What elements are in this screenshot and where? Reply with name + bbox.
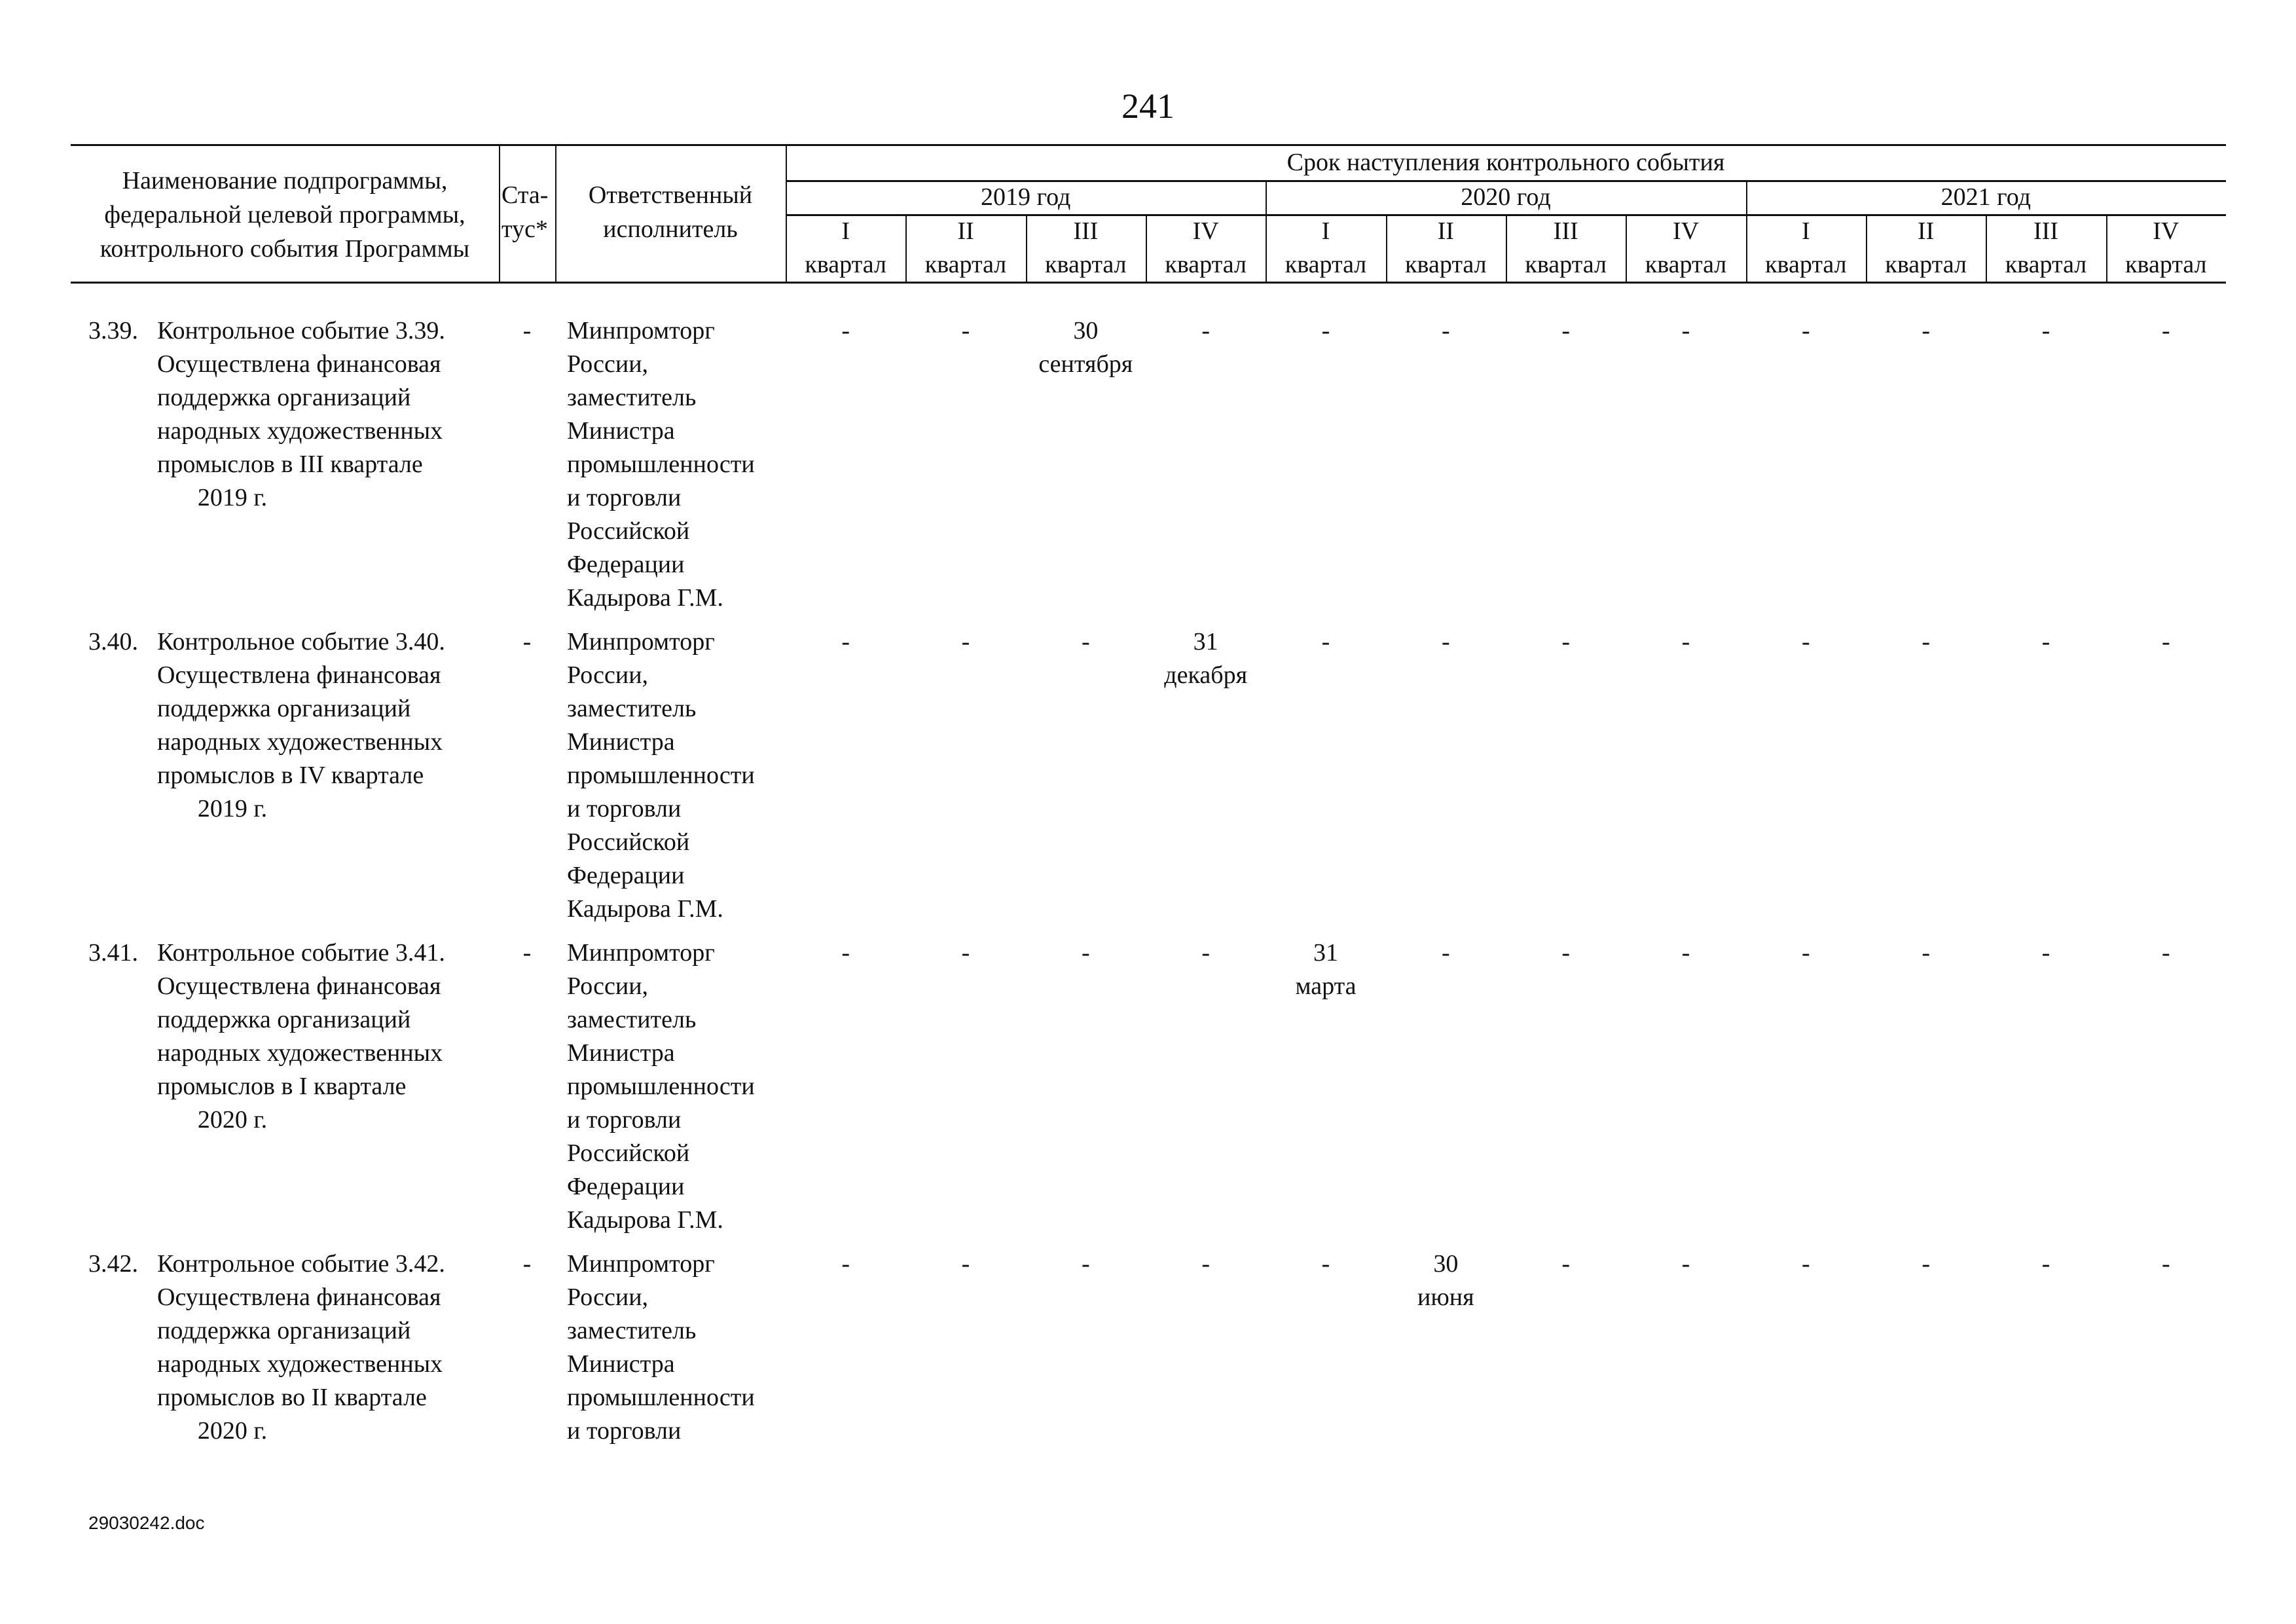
event-name <box>157 314 504 515</box>
quarter-deadline: - <box>841 939 850 967</box>
quarter-deadline: - <box>1922 628 1930 655</box>
quarter-deadline: - <box>1681 628 1690 655</box>
event-executor-line: Министра <box>567 417 675 445</box>
header-quarter-numeral: III <box>1073 217 1099 245</box>
event-executor-line: и торговли <box>567 484 682 511</box>
header-year: 2021 год <box>1941 183 2032 211</box>
quarter-deadline: - <box>2041 939 2050 967</box>
quarter-deadline: - <box>1561 317 1570 344</box>
quarter-deadline: - <box>2161 939 2170 967</box>
quarter-deadline: - <box>1081 939 1090 967</box>
event-name-line: 2019 г. <box>197 795 268 822</box>
header-quarter-numeral: III <box>2033 217 2058 245</box>
page-number: 241 <box>1121 86 1175 126</box>
quarter-deadline: - <box>1801 939 1810 967</box>
quarter-deadline: - <box>2161 628 2170 655</box>
quarter-deadline: - <box>1201 317 1210 344</box>
event-name-line: промыслов во II квартале <box>157 1384 427 1411</box>
event-status: - <box>522 1250 532 1278</box>
event-name-line: поддержка организаций <box>157 695 411 722</box>
quarter-deadline: - <box>961 628 970 655</box>
quarter-deadline: - <box>1081 1250 1090 1278</box>
event-name-line: промыслов в IV квартале <box>157 762 424 789</box>
header-quarter-word: квартал <box>2125 251 2207 278</box>
header-status-column <box>501 178 554 246</box>
quarter-deadline: - <box>1201 1250 1210 1278</box>
header-quarter-word: квартал <box>924 251 1007 278</box>
event-executor-line: Минпромторг <box>567 1250 715 1278</box>
event-executor <box>567 625 776 926</box>
quarter-deadline: - <box>1922 317 1930 344</box>
event-executor-line: России, <box>567 350 649 378</box>
header-name-line: федеральной целевой программы, <box>104 201 465 229</box>
header-status-line: тус* <box>501 215 548 243</box>
event-name-line: 2020 г. <box>197 1106 268 1134</box>
quarter-deadline: - <box>1922 939 1930 967</box>
quarter-deadline: - <box>1441 628 1450 655</box>
header-quarter-numeral: II <box>1437 217 1454 245</box>
event-name-line: промыслов в I квартале <box>157 1073 407 1100</box>
header-quarter-word: квартал <box>1405 251 1487 278</box>
event-executor-line: Кадырова Г.М. <box>567 584 723 612</box>
quarter-deadline: - <box>961 1250 970 1278</box>
event-name-line: поддержка организаций <box>157 1317 411 1344</box>
quarter-deadline: - <box>1561 939 1570 967</box>
event-executor-line: и торговли <box>567 795 682 822</box>
quarter-deadline: - <box>1801 628 1810 655</box>
quarter-deadline: - <box>1441 317 1450 344</box>
quarter-deadline: - <box>1801 1250 1810 1278</box>
col-divider-status <box>499 144 500 282</box>
quarter-deadline: 31 марта <box>1295 939 1357 1000</box>
event-name-line: 2019 г. <box>197 484 268 511</box>
event-name-line: 2020 г. <box>197 1417 268 1445</box>
quarter-deadline: - <box>841 1250 850 1278</box>
event-executor-line: и торговли <box>567 1106 682 1134</box>
event-executor-line: России, <box>567 1283 649 1311</box>
header-executor-line: Ответственный <box>588 181 753 209</box>
event-executor-line: промышленности <box>567 762 755 789</box>
event-executor-line: России, <box>567 661 649 689</box>
event-number: 3.41. <box>88 939 138 967</box>
header-quarter-numeral: IV <box>1672 217 1700 245</box>
event-executor-line: заместитель <box>567 695 697 722</box>
event-name-line: промыслов в III квартале <box>157 451 423 478</box>
quarter-deadline: - <box>961 939 970 967</box>
header-status-line: Ста- <box>501 181 549 209</box>
event-executor-line: Кадырова Г.М. <box>567 1206 723 1234</box>
quarter-deadline: - <box>2041 1250 2050 1278</box>
header-quarter-numeral: I <box>841 217 850 245</box>
header-executor-column <box>555 178 786 246</box>
header-year: 2020 год <box>1461 183 1551 211</box>
header-quarter-word: квартал <box>805 251 886 278</box>
event-executor-line: Федерации <box>567 1173 685 1200</box>
header-quarter-numeral: II <box>957 217 974 245</box>
event-executor-line: Минпромторг <box>567 939 715 967</box>
header-quarter-word: квартал <box>1165 251 1247 278</box>
quarter-deadline: - <box>841 317 850 344</box>
event-executor-line: промышленности <box>567 1384 755 1411</box>
header-name-line: Наименование подпрограммы, <box>122 167 448 194</box>
header-year: 2019 год <box>980 183 1071 211</box>
quarter-deadline: - <box>1681 939 1690 967</box>
quarter-deadline: - <box>2041 628 2050 655</box>
quarter-deadline: - <box>1201 939 1210 967</box>
header-quarter-word: квартал <box>1525 251 1607 278</box>
header-executor-line: исполнитель <box>603 215 738 243</box>
event-executor-line: Министра <box>567 1039 675 1067</box>
event-name-line: Контрольное событие 3.39. <box>157 317 445 344</box>
event-executor-line: Министра <box>567 728 675 756</box>
quarter-deadline: 31 декабря <box>1164 628 1248 689</box>
event-executor <box>567 1247 776 1448</box>
quarter-deadline: - <box>1801 317 1810 344</box>
header-quarter-numeral: IV <box>2153 217 2179 245</box>
event-executor-line: заместитель <box>567 1317 697 1344</box>
event-name <box>157 1247 504 1448</box>
quarter-deadline: - <box>1681 1250 1690 1278</box>
event-executor-line: заместитель <box>567 1006 697 1033</box>
quarter-deadline: - <box>1561 628 1570 655</box>
event-executor-line: Минпромторг <box>567 317 715 344</box>
quarter-deadline: - <box>2161 317 2170 344</box>
header-bottom-rule <box>71 282 2226 284</box>
event-status: - <box>522 317 532 344</box>
event-number: 3.39. <box>88 317 138 344</box>
event-name-line: Осуществлена финансовая <box>157 350 441 378</box>
quarter-deadline: 30 июня <box>1417 1250 1474 1311</box>
event-executor-line: Российской <box>567 1139 690 1167</box>
quarter-deadline: - <box>2041 317 2050 344</box>
quarter-deadline: 30 сентября <box>1038 317 1133 378</box>
quarter-deadline: - <box>2161 1250 2170 1278</box>
event-name-line: поддержка организаций <box>157 384 411 411</box>
event-name-line: Осуществлена финансовая <box>157 1283 441 1311</box>
quarter-deadline: - <box>961 317 970 344</box>
event-executor-line: Министра <box>567 1350 675 1378</box>
event-name-line: народных художественных <box>157 728 443 756</box>
event-name-line: Контрольное событие 3.40. <box>157 628 445 655</box>
quarter-deadline: - <box>1321 317 1330 344</box>
header-quarter-numeral: I <box>1801 217 1810 245</box>
header-quarter-word: квартал <box>1645 251 1727 278</box>
event-number: 3.42. <box>88 1250 138 1278</box>
quarter-deadline: - <box>841 628 850 655</box>
header-deadline-title: Срок наступления контрольного события <box>1286 149 1725 176</box>
event-executor-line: Кадырова Г.М. <box>567 895 723 923</box>
event-name-line: народных художественных <box>157 1350 443 1378</box>
header-name-column <box>71 164 499 266</box>
event-executor-line: Минпромторг <box>567 628 715 655</box>
event-name-line: Контрольное событие 3.41. <box>157 939 445 967</box>
event-name-line: Контрольное событие 3.42. <box>157 1250 445 1278</box>
event-executor-line: Федерации <box>567 862 685 889</box>
header-quarter-word: квартал <box>1285 251 1367 278</box>
event-executor-line: Федерации <box>567 551 685 578</box>
event-executor-line: заместитель <box>567 384 697 411</box>
header-quarter-numeral: I <box>1321 217 1330 245</box>
event-name-line: поддержка организаций <box>157 1006 411 1033</box>
quarter-deadline: - <box>1561 1250 1570 1278</box>
event-name-line: Осуществлена финансовая <box>157 972 441 1000</box>
event-executor-line: России, <box>567 972 649 1000</box>
event-name-line: Осуществлена финансовая <box>157 661 441 689</box>
event-status: - <box>522 939 532 967</box>
quarter-deadline: - <box>1321 628 1330 655</box>
header-quarter-word: квартал <box>1045 251 1127 278</box>
header-quarter-numeral: III <box>1553 217 1578 245</box>
event-name <box>157 936 504 1137</box>
event-executor <box>567 936 776 1237</box>
header-quarter-word: квартал <box>2005 251 2087 278</box>
header-quarter-numeral: IV <box>1192 217 1219 245</box>
event-status: - <box>522 628 532 655</box>
quarter-deadline: - <box>1081 628 1090 655</box>
header-quarter-numeral: II <box>1918 217 1935 245</box>
event-executor-line: промышленности <box>567 451 755 478</box>
event-name-line: народных художественных <box>157 417 443 445</box>
header-name-line: контрольного события Программы <box>100 235 470 263</box>
quarter-deadline: - <box>1441 939 1450 967</box>
event-number: 3.40. <box>88 628 138 655</box>
event-executor-line: и торговли <box>567 1417 682 1445</box>
quarter-deadline: - <box>1321 1250 1330 1278</box>
quarter-deadline: - <box>1922 1250 1930 1278</box>
event-executor-line: Российской <box>567 517 690 545</box>
event-executor <box>567 314 776 615</box>
quarter-deadline: - <box>1681 317 1690 344</box>
document-filename: 29030242.doc <box>88 1513 205 1533</box>
event-executor-line: промышленности <box>567 1073 755 1100</box>
header-quarter-word: квартал <box>1765 251 1847 278</box>
event-name-line: народных художественных <box>157 1039 443 1067</box>
header-quarter-word: квартал <box>1885 251 1967 278</box>
event-name <box>157 625 504 826</box>
event-executor-line: Российской <box>567 828 690 856</box>
